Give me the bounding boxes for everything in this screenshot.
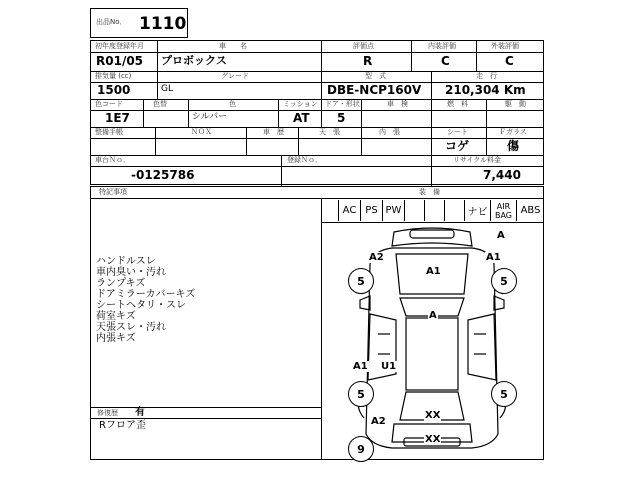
manual-label: 整備手帳 [95, 128, 123, 136]
tire-rear-left: 5 [348, 381, 374, 407]
exterior-label: 外装評価 [491, 42, 519, 50]
remark-item: 天張スレ・汚れ [96, 322, 166, 333]
tire-front-left: 5 [348, 268, 374, 294]
equip-abs: ABS [516, 200, 544, 221]
damage-rear-left-a2: A2 [371, 416, 386, 427]
interior-item-label: 内 張 [379, 128, 400, 136]
grade-label: グレード [221, 72, 249, 80]
spare-tire: 9 [348, 436, 374, 462]
eval-value: R [363, 54, 373, 68]
damage-rear-left-a1: A1 [353, 361, 368, 372]
glass-label: Ｆガラス [499, 128, 527, 136]
recycle-label: リサイクル料金 [453, 156, 502, 164]
damage-rear-xx-2: XX [425, 434, 441, 445]
color-swap-label: 色替 [153, 100, 167, 108]
damage-hood: A1 [426, 266, 441, 277]
chassis-value: -0125786 [131, 168, 195, 182]
equip-pw: PW [382, 200, 404, 221]
recycle-value: 7,440 [483, 168, 521, 182]
glass-value: 傷 [507, 139, 520, 153]
transmission-value: AT [293, 111, 310, 125]
remark-item: ドアミラーカバーキズ [96, 289, 196, 300]
tire-rear-right: 5 [491, 381, 517, 407]
doors-value: 5 [337, 111, 346, 125]
color-value: シルバー [192, 112, 228, 122]
chassis-label: 車台Ｎｏ． [95, 156, 130, 164]
remark-item: 荷室キズ [96, 311, 136, 322]
info-grid [90, 40, 544, 185]
damage-front-right: A1 [486, 252, 501, 263]
year-value: R01/05 [96, 54, 144, 68]
seat-value: コゲ [445, 139, 470, 153]
history-label: 車 歴 [263, 128, 284, 136]
remarks-list [96, 256, 195, 344]
repair-note: Rフロア歪 [99, 420, 146, 431]
transmission-label: ミッション [283, 100, 318, 108]
doors-label: ドア・形状 [325, 100, 360, 108]
remark-item: シートヘタリ・スレ [96, 300, 186, 311]
remark-item: ハンドルスレ [96, 256, 156, 267]
color-code-label: 色コード [95, 100, 123, 108]
sunroof-label: 天 張 [319, 128, 340, 136]
model-label: 型 式 [365, 72, 386, 80]
interior-label: 内装評価 [428, 42, 456, 50]
equip-ac: AC [338, 200, 360, 221]
lot-number-label: 出品No． [96, 18, 127, 26]
lot-number-box [90, 8, 188, 38]
model-value: DBE-NCP160V [327, 83, 422, 97]
grade-value: GL [161, 84, 173, 94]
lot-number: 1110 [139, 14, 187, 34]
equipment-label: 装 備 [419, 188, 440, 196]
nox-label: ＮＯＸ [191, 128, 212, 136]
equip-blank-1 [404, 200, 424, 221]
equip-navi: ナビ [464, 200, 490, 221]
car-name-label: 車 名 [219, 42, 247, 50]
displacement-label: 排気量 (cc) [95, 72, 132, 80]
reg-no-label: 登録Ｎｏ． [287, 156, 322, 164]
repair-history-label: 修復歴 [97, 409, 118, 417]
equip-blank-3 [444, 200, 464, 221]
color-code-value: 1E7 [105, 111, 130, 125]
damage-roof: A [429, 310, 437, 321]
fuel-label: 燃 料 [447, 100, 468, 108]
mileage-label: 走 行 [476, 72, 497, 80]
equip-ps: PS [360, 200, 382, 221]
remark-item: ランプキズ [96, 278, 146, 289]
damage-top-right: A [497, 230, 505, 241]
eval-label: 評価点 [353, 42, 374, 50]
remark-item: 車内臭い・汚れ [96, 267, 166, 278]
drive-label: 駆 動 [505, 100, 526, 108]
remark-item: 内張キズ [96, 333, 136, 344]
equip-airbag: AIR BAG [490, 200, 516, 221]
exterior-value: C [505, 54, 514, 68]
damage-rear-xx-1: XX [425, 410, 441, 421]
seat-label: シート [447, 128, 468, 136]
inspection-label: 車 検 [387, 100, 408, 108]
remarks-label: 特記事項 [99, 188, 127, 196]
year-label: 初年度登録年月 [95, 42, 144, 50]
interior-value: C [441, 54, 450, 68]
mileage-value: 210,304 Km [445, 83, 526, 97]
damage-rear-left-u1: U1 [381, 361, 397, 372]
damage-front-left: A2 [369, 252, 384, 263]
car-name-value: プロボックス [161, 54, 227, 67]
equip-blank-2 [424, 200, 444, 221]
repair-history-value: 有 [135, 407, 145, 418]
displacement-value: 1500 [97, 83, 131, 97]
car-diagram [322, 224, 542, 458]
color-label: 色 [229, 100, 236, 108]
tire-front-right: 5 [491, 268, 517, 294]
